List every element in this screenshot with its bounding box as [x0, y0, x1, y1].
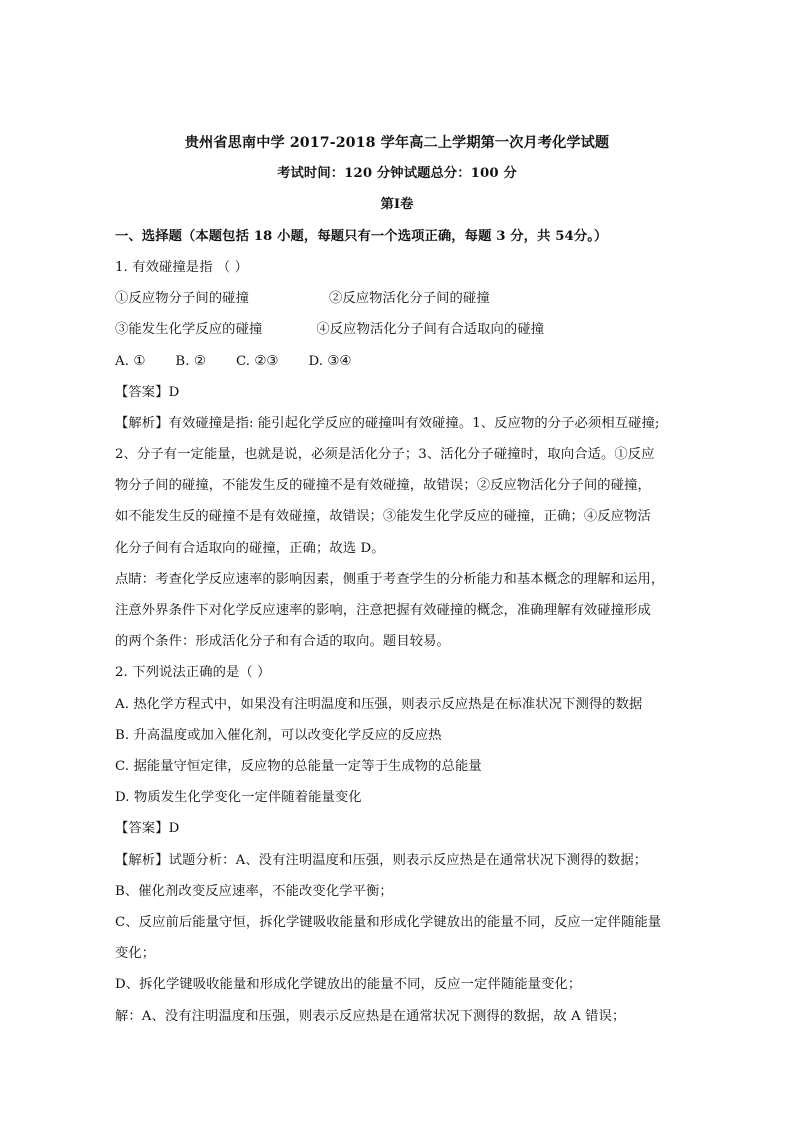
question-2-stem: 2. 下列说法正确的是（ ） [115, 665, 271, 680]
choice-c: C. ②③ [235, 354, 279, 369]
question-2-option-c: C. 据能量守恒定律，反应物的总能量一定等于生成物的总能量 [115, 759, 482, 774]
question-1-stem: 1. 有效碰撞是指 （ ） [115, 260, 249, 275]
question-2-option-a: A. 热化学方程式中，如果没有注明温度和压强，则表示反应热是在标准状况下测得的数据 [115, 697, 643, 712]
question-2-analysis-line: 变化； [115, 946, 156, 961]
question-2-analysis-line: 【解析】试题分析：A、没有注明温度和压强，则表示反应热是在通常状况下测得的数据； [115, 853, 648, 868]
question-1-answer: 【答案】D [115, 385, 180, 400]
question-2-analysis-line: D、拆化学键吸收能量和形成化学键放出的能量不同，反应一定伴随能量变化； [115, 977, 582, 992]
statement-1: ①反应物分子间的碰撞 [115, 291, 249, 306]
question-2-analysis-line: C、反应前后能量守恒，拆化学键吸收能量和形成化学键放出的能量不同，反应一定伴随能量 [115, 915, 662, 930]
statement-3: ③能发生化学反应的碰撞 [115, 322, 263, 337]
question-1-comment-line: 点睛：考查化学反应速率的影响因素，侧重于考查学生的分析能力和基本概念的理解和运用， [115, 572, 665, 587]
choice-d: D. ③④ [308, 354, 352, 369]
statement-4: ④反应物活化分子间有合适取向的碰撞 [316, 322, 545, 337]
question-1-analysis-line: 如不能发生反的碰撞不是有效碰撞，故错误；③能发生化学反应的碰撞，正确；④反应物活 [115, 509, 651, 524]
section-heading: 一、选择题（本题包括 18 小题，每题只有一个选项正确，每题 3 分，共 54分。） [115, 229, 608, 244]
question-1-comment-line: 注意外界条件下对化学反应速率的影响，注意把握有效碰撞的概念，准确理解有效碰撞形成 [115, 603, 651, 618]
question-1-analysis-line: 物分子间的碰撞，不能发生反的碰撞不是有效碰撞，故错误；②反应物活化分子间的碰撞， [115, 478, 651, 493]
question-1-analysis-line: 【解析】有效碰撞是指: 能引起化学反应的碰撞叫有效碰撞。1、反应物的分子必须相互碰撞; [115, 416, 660, 431]
question-2-option-b: B. 升高温度或加入催化剂，可以改变化学反应的反应热 [115, 728, 442, 743]
statement-2: ②反应物活化分子间的碰撞 [328, 291, 490, 306]
question-1-analysis-line: 2、分子有一定能量，也就是说，必须是活化分子；3、活化分子碰撞时，取向合适。①反应 [115, 447, 655, 462]
choice-b: B. ② [175, 354, 206, 369]
question-1-comment-line: 的两个条件：形成活化分子和有合适的取向。题目较易。 [115, 634, 450, 649]
exam-info: 考试时间：120 分钟试题总分：100 分 [277, 166, 517, 181]
question-2-answer: 【答案】D [115, 821, 180, 836]
choice-a: A. ① [115, 354, 146, 369]
question-1-analysis-line: 化分子间有合适取向的碰撞，正确；故选 D。 [115, 541, 385, 556]
question-2-option-d: D. 物质发生化学变化一定伴随着能量变化 [115, 790, 362, 805]
volume-heading: 第Ⅰ卷 [380, 197, 414, 212]
question-1-choices [115, 353, 680, 371]
document-title: 贵州省思南中学 2017-2018 学年高二上学期第一次月考化学试题 [184, 135, 610, 151]
question-1-statements-row-2 [115, 321, 680, 339]
question-2-analysis-line: B、催化剂改变反应速率，不能改变化学平衡； [115, 884, 393, 899]
question-2-analysis-line: 解：A、没有注明温度和压强，则表示反应热是在通常状况下测得的数据，故 A 错误； [115, 1009, 626, 1024]
question-1-statements-row-1 [115, 290, 680, 308]
